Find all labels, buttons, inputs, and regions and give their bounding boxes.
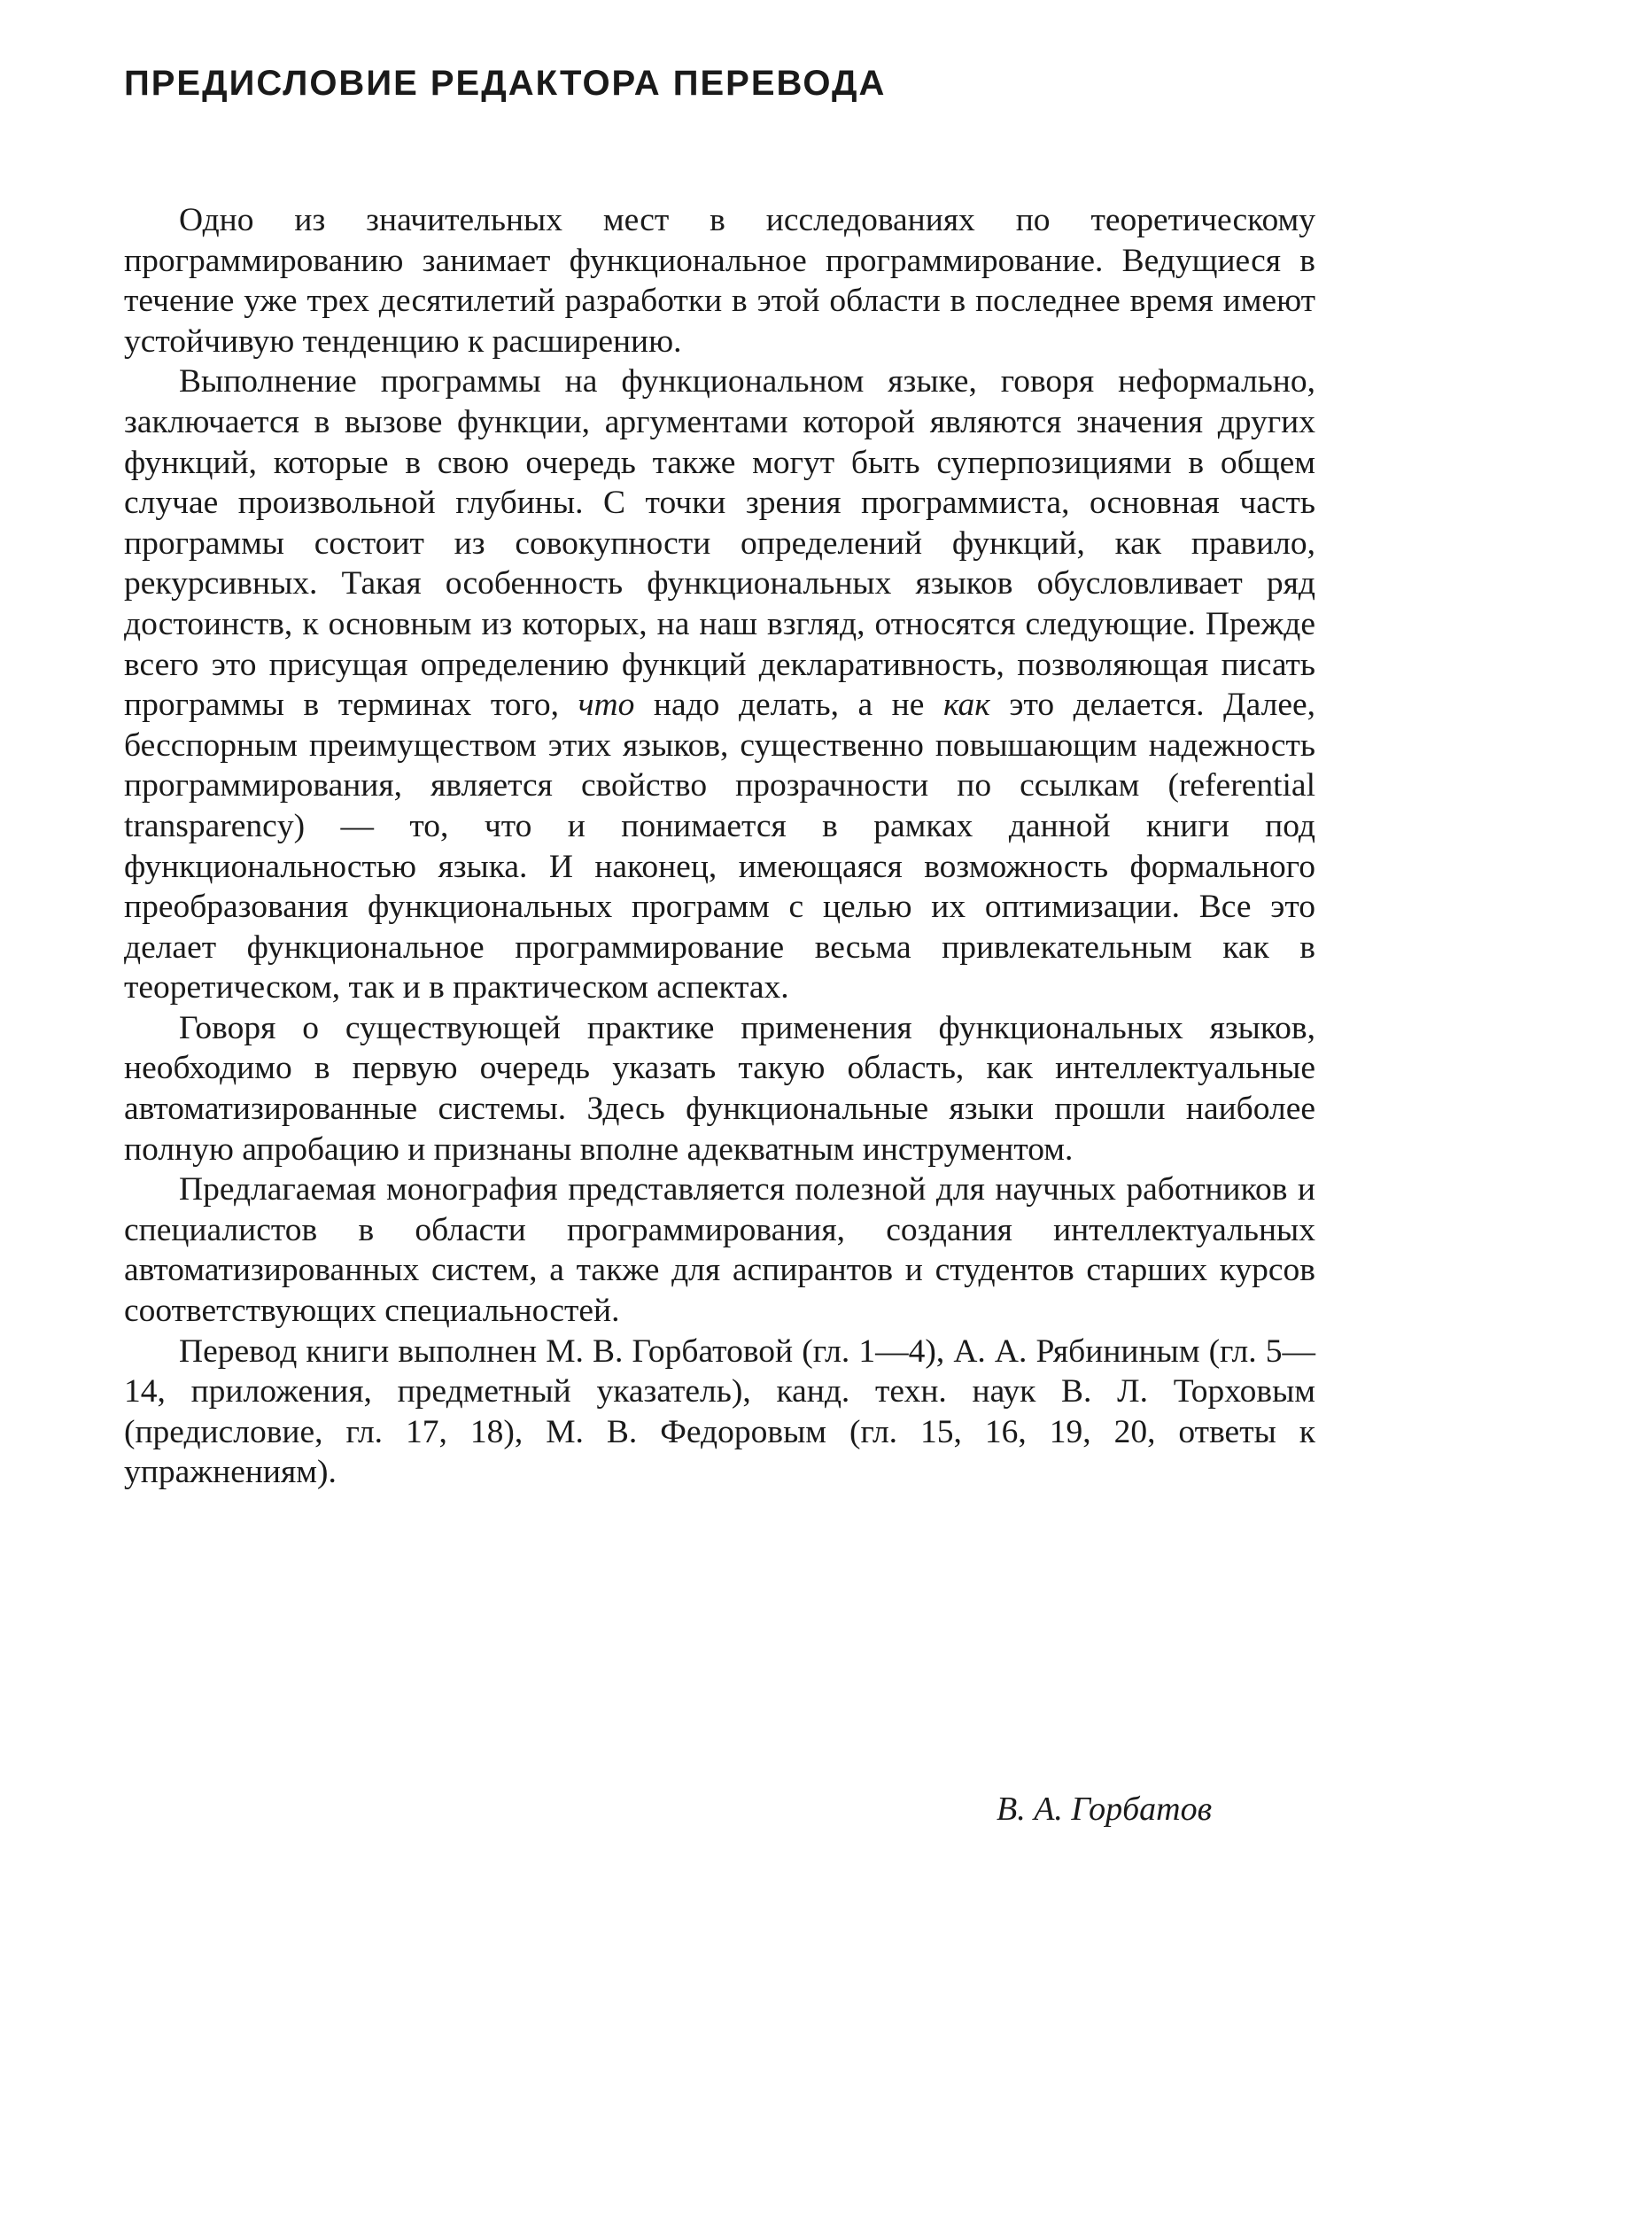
paragraph-execution-part1: Выполнение программы на функциональном языке, говоря неформально, заключается в вызове функции, аргументами которой являются значения других функций, которые в свою очередь также могут быть суперпозициями в общем случае произвольной глубины. С точки зрения программиста, основная часть программы состоит из совокупности определений функций, как правило, рекурсивных. Такая особенность функциональных языков обусловливает ряд достоинств, к основным из которых, на наш взгляд, относятся следующие. Прежде всего это присущая определению функций декларативность, позволяющая писать программы в терминах того, <box>124 363 1315 724</box>
paragraph-execution-part3: это делается. Далее, бесспорным преимуществом этих языков, существенно повышающим надежность программирования, является свойство прозрачности по ссылкам (referential transparency) — то, что и понимается в рамках данной книги под функциональностью языка. И наконец, имеющаяся возможность формального преобразования функциональных программ с целью их оптимизации. Все это делает функциональное программирование весьма привлекательным как в теоретическом, так и в практическом аспектах. <box>124 687 1315 1006</box>
paragraph-audience: Предлагаемая монография представляется полезной для научных работников и специалистов в области программирования, создания интеллектуальных автоматизированных систем, а также для аспирантов и студентов старших курсов соответствующих специальностей. <box>124 1171 1315 1330</box>
paragraph-intro: Одно из значительных мест в исследованиях по теоретическому программированию занимает функциональное программирование. Ведущиеся в течение уже трех десятилетий разработки в этой области в последнее время имеют устойчивую тенденцию к расширению. <box>124 202 1315 360</box>
signature: В. А. Горбатов <box>997 1791 1213 1828</box>
page <box>124 62 1315 1493</box>
emphasis-what: что <box>578 687 635 724</box>
page-title: ПРЕДИСЛОВИЕ РЕДАКТОРА ПЕРЕВОДА <box>124 64 887 103</box>
paragraph-translators: Перевод книги выполнен М. В. Горбатовой (гл. 1—4), А. А. Рябининым (гл. 5—14, приложения, предметный указатель), канд. техн. наук В. Л. Торховым (предисловие, гл. 17, 18), М. В. Федоровым (гл. 15, 16, 19, 20, ответы к упражнениям). <box>124 1332 1315 1491</box>
paragraph-execution-part2: надо делать, а не <box>653 687 925 724</box>
paragraph-execution <box>124 361 1315 1008</box>
emphasis-how: как <box>942 687 990 724</box>
paragraph-practice: Говоря о существующей практике применения функциональных языков, необходимо в первую очередь указать такую область, как интеллектуальные автоматизированные системы. Здесь функциональные языки прошли наиболее полную апробацию и признаны вполне адекватным инструментом. <box>124 1009 1315 1168</box>
body-text <box>124 200 1315 1493</box>
